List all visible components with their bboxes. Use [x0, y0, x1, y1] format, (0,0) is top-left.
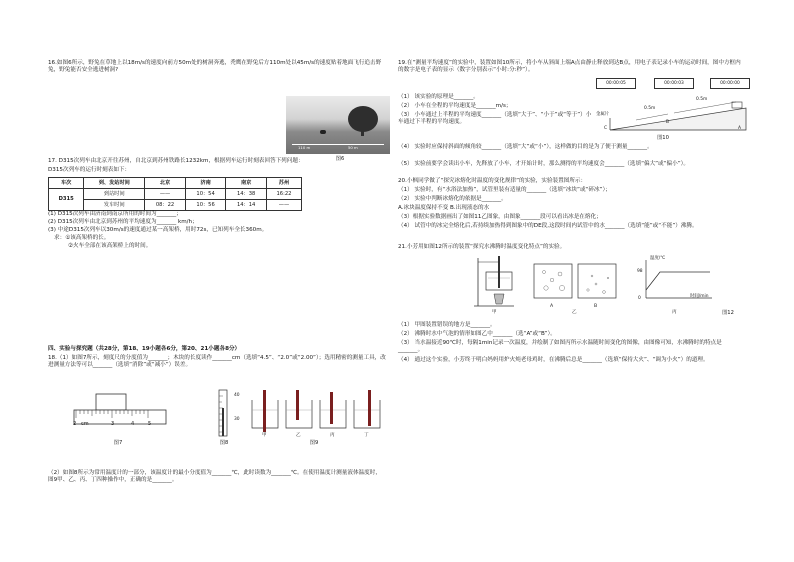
q17-sub3b: ②火车全部在该高架桥上的时间。 — [68, 243, 152, 249]
figure-8-thermometer — [213, 388, 233, 438]
question-21: 21.小芳用如图12所示的装置“探究水沸腾时温度变化特点”的实验。 — [398, 244, 566, 250]
figure-12-caption: 图12 — [722, 310, 734, 316]
q21-sub4: （4） 通过这个实验，小芳终于明白妈妈用炉火炖老母鸡时，在沸腾后总是_______（选填“保持大火”、“调为小火”）的道理。 — [398, 357, 709, 363]
figure-9-beakers — [248, 388, 388, 432]
figure-10-incline: 00:00:05 00:00:03 00:00:00 金属片 0.5m 0.5m C B A — [596, 78, 750, 136]
figure-9-caption: 图9 — [309, 440, 319, 446]
q21-sub2: （2） 沸腾时水中气泡的情形如图乙中_______（选“A”或“B”）。 — [398, 331, 556, 337]
question-16: 16.如图6所示，野兔在草地上以18m/s的速度向前方50m处的树洞奔逃，秃鹰在野兔后方110m处以45m/s的速度贴着地面飞行追击野兔，野兔能否安全逃进树洞? — [48, 60, 382, 74]
timetable-title: D315次列车的运行时刻表如下： — [48, 167, 131, 173]
table-header-row: 车次 到、发站时间 北京 济南 南京 苏州 — [49, 178, 302, 189]
rabbit-icon — [320, 130, 326, 134]
table-row: D315 到站时间 —— 10：54 14：38 16:22 — [49, 189, 302, 200]
figure-12-bubbles — [532, 260, 618, 302]
figure-6-photo: 110 m 50 m — [286, 96, 390, 154]
clock-display-a: 00:00:05 — [596, 78, 636, 89]
figure-10-caption: 图10 — [657, 135, 669, 141]
figure-7-caption: 图7 — [113, 440, 123, 446]
figure-6-caption: 图6 — [335, 156, 345, 162]
q19-sub4: （4） 实验时应保持斜面的倾角较_______（选填“大”或“小”），这样做的目的是为了便于测量_______。 — [398, 144, 653, 150]
q19-sub3: （3） 小车通过上半程的平均速度_______（选填“大于”、“小于”或“等于”）小车通过下半程的平均速度。 — [398, 112, 592, 126]
clock-display-b: 00:00:03 — [654, 78, 694, 89]
figure-12-apparatus — [472, 254, 516, 308]
table-row: 发车时间 08：22 10：56 14：14 —— — [49, 200, 302, 211]
figure-8-caption: 图8 — [219, 440, 229, 446]
q21-sub3: （3） 当水温接近90℃时，每隔1min记录一次温度，并绘制了如图丙所示水温随时间变化的图像，由图像可知，水沸腾时的特点是_______。 — [398, 340, 722, 354]
q17-sub1: (1) D315次列车由济南到南京所用的时间为_______； — [48, 211, 182, 217]
q19-sub2: （2） 小车在全程的平均速度是_______m/s； — [398, 103, 512, 109]
train-timetable — [48, 177, 302, 211]
question-18-part2: （2）如图8所示为常用温度计的一部分，该温度计的最小分度值为_______℃，此时读数为_______℃。在使用温度计测量液体温度时，图9甲、乙、丙、丁四种操作中，正确的是_______。 — [48, 470, 381, 484]
clock-display-c: 00:00:00 — [710, 78, 750, 89]
q19-sub1: （1） 该实验的原理是_______。 — [398, 94, 479, 100]
q17-sub3: (3) 中途D315次列车以30m/s的速度通过某一高架桥，用时72s，已知列车全长360m。 — [48, 227, 268, 233]
q20-sub1: （1） 实验时，有“水浴法加热”，试管里装有适量的_______（选填“冰块”或“碎冰”）； — [398, 187, 611, 193]
q21-sub1: （1） 甲图装置错误的地方是_______。 — [398, 322, 496, 328]
q20-sub2: （2） 实验中判断冰熔化的依据是_______。 — [398, 196, 507, 202]
section-4-heading: 四、实验与探究题（共28分，第18、19小题各6分，第20、21小题各8分） — [48, 346, 241, 352]
question-18: 18.（1）如图7所示，刻度尺的分度值为_______；木块的长度读作_______cm（选填“4.5”、“2.0”或“2.00”）；选用精密的测量工具，改进测量方法等可以_______（选填“消除”或“减小”）误差。 — [48, 355, 386, 369]
q20-sub4: （4） 试管中的冰完全熔化后,若持续加热得到图象中的DE段,这段时间内试管中的水_______（选填“能”或“不能”）沸腾。 — [398, 223, 698, 229]
question-17: 17. D315次列车由北京开往苏州，自北京到苏州铁路长1232km，根据列车运行时刻表回答下列问题： — [48, 158, 304, 164]
q20-sub2-options: A.冰块温度保持不变 B.出现液态的水 — [398, 205, 490, 211]
q19-sub5: （5） 实验前要学会读出小车，先释放了小车，才开始计时，那么测得的平均速度会_______（选填“偏大”或“偏小”）。 — [398, 161, 690, 167]
q17-sub3a: 求：①该高架桥的长。 — [54, 235, 110, 241]
q17-sub2: (2) D315次列车由北京到苏州的平均速度为_______ km/h； — [48, 219, 198, 225]
q20-sub3: （3）根据实验数据画出了如图11乙图象，由图象_______段可以看出冰是在熔化； — [398, 214, 602, 220]
question-20: 20.小枫同学做了“探究冰熔化时温度的变化规律”的实验，实验装置图所示： — [398, 178, 587, 184]
question-19: 19.在“测量平均速度”的实验中，装置如图10所示，将小车从斜面上端A点由静止释放到达B点，用电子表记录小车的运动时间，图中方框内的数字是电子表的显示（数字分别表示“小时:分:秒”）。 — [398, 60, 741, 74]
figure-7-ruler — [70, 386, 170, 442]
